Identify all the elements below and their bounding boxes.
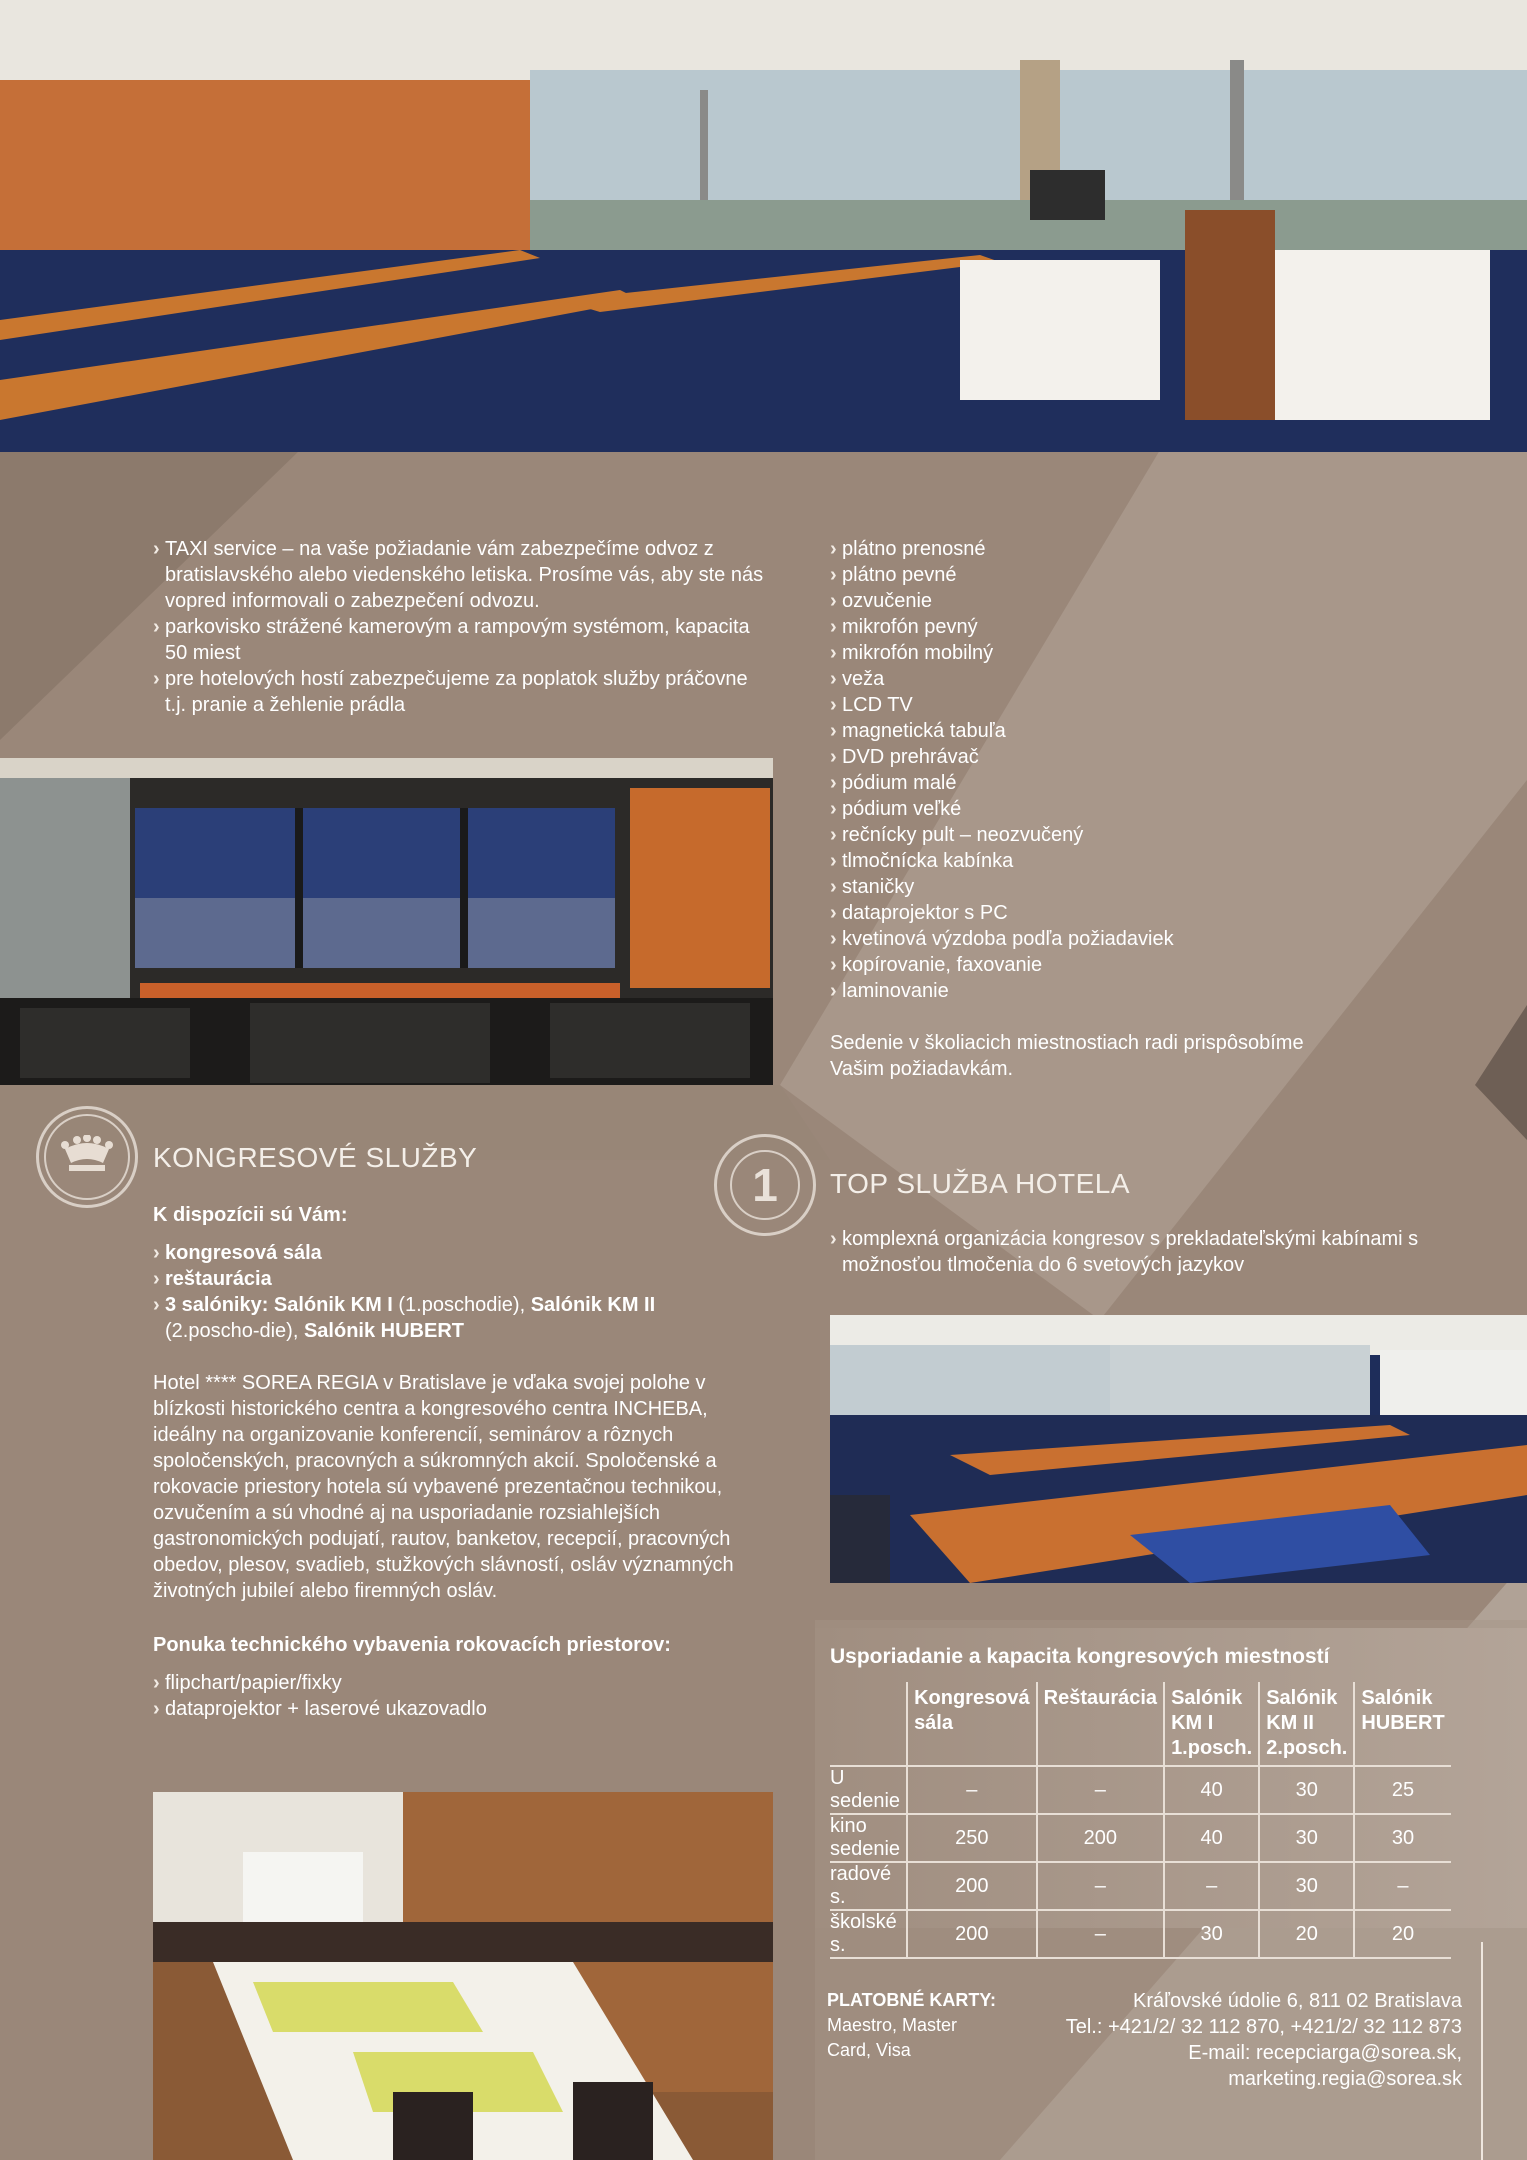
column-header: Salónik KM II 2.posch.: [1259, 1682, 1354, 1766]
capacity-table: [830, 1682, 1451, 1959]
list-item: › pódium veľké: [830, 796, 1470, 822]
column-header: Salónik HUBERT: [1354, 1682, 1450, 1766]
badge-number: 1: [752, 1159, 778, 1211]
list-item: › plátno pevné: [830, 562, 1470, 588]
list-item: › pódium malé: [830, 770, 1470, 796]
hotel-description: Hotel **** SOREA REGIA v Bratislave je vďaka svojej polohe v blízkosti historického centra a kongresového centra INCHEBA, ideálny na organizovanie konferencií, seminárov a rôznych spoločenských, pracovných a súkromných akcií. Spoločenské a rokovacie priestory hotela sú vybavené prezentačnou technikou, ozvučením a sú vhodné aj na usporiadanie rozsiahlejších gastronomických podujatí, rautov, banketov, recepcií, pracovných obedov, plesov, svadieb, stužkových slávností, osláv významných životných jubileí alebo firemných osláv.: [153, 1372, 734, 1602]
list-item: › rečnícky pult – neozvučený: [830, 822, 1470, 848]
seating-note: Sedenie v školiacich miestnostiach radi prispôsobíme Vašim požiadavkám.: [830, 1032, 1304, 1080]
list-item: › flipchart/papier/fixky: [153, 1670, 753, 1696]
list-item: › TAXI service – na vaše požiadanie vám zabezpečíme odvoz z bratislavského alebo viedenského letiska. Prosíme vás, aby ste nás vopred informovali o zabezpečení odvozu.: [153, 536, 773, 614]
top-service-text: [830, 1226, 1450, 1278]
list-item: › parkovisko strážené kamerovým a rampovým systémom, kapacita 50 miest: [153, 614, 773, 666]
list-item: › mikrofón mobilný: [830, 640, 1470, 666]
capacity-table-title: Usporiadanie a kapacita kongresových miestností: [830, 1645, 1330, 1668]
available-label: K dispozícii sú Vám:: [153, 1204, 348, 1226]
list-item: › mikrofón pevný: [830, 614, 1470, 640]
payment-title: PLATOBNÉ KARTY:: [827, 1990, 996, 2010]
phone: Tel.: +421/2/ 32 112 870, +421/2/ 32 112 873: [1065, 2016, 1462, 2038]
equipment-list: [830, 536, 1470, 1082]
list-item: › kongresová sála: [153, 1240, 753, 1266]
table-row: kino sedenie 250 200 40 30 30: [830, 1814, 1451, 1862]
congress-badge-icon: [36, 1106, 138, 1208]
list-item: › veža: [830, 666, 1470, 692]
list-item: › reštaurácia: [153, 1266, 753, 1292]
contact-block: [1040, 1988, 1462, 2092]
top-service-badge: [714, 1134, 816, 1236]
list-item: › tlmočnícka kabínka: [830, 848, 1470, 874]
list-item: › plátno prenosné: [830, 536, 1470, 562]
conference-table-icon: [57, 1135, 117, 1179]
email-2[interactable]: marketing.regia@sorea.sk: [1228, 2068, 1462, 2090]
payment-cards: Maestro, Master Card, Visa: [827, 2015, 958, 2060]
list-item: › LCD TV: [830, 692, 1470, 718]
list-item: › DVD prehrávač: [830, 744, 1470, 770]
congress-services-heading: KONGRESOVÉ SLUŽBY: [153, 1142, 478, 1173]
list-item: › staničky: [830, 874, 1470, 900]
contact-divider: [1481, 1942, 1483, 2160]
conference-room-photo-2: [830, 1315, 1527, 1583]
list-item: › dataprojektor + laserové ukazovadlo: [153, 1696, 753, 1722]
tech-offer-title: Ponuka technického vybavenia rokovacích priestorov:: [153, 1634, 671, 1656]
list-item: › pre hotelových hostí zabezpečujeme za poplatok služby práčovne t.j. pranie a žehlenie prádla: [153, 666, 773, 718]
list-item: › komplexná organizácia kongresov s prekladateľskými kabínami s možnosťou tlmočenia do 6 svetových jazykov: [830, 1226, 1450, 1278]
tech-offer-list: [153, 1670, 753, 1722]
column-header: Kongresová sála: [907, 1682, 1037, 1766]
column-header: Salónik KM I 1.posch.: [1164, 1682, 1259, 1766]
list-item: › dataprojektor s PC: [830, 900, 1470, 926]
address: Kráľovské údolie 6, 811 02 Bratislava: [1133, 1990, 1462, 2012]
meeting-room-photo: [153, 1792, 773, 2160]
table-row: U sedenie – – 40 30 25: [830, 1766, 1451, 1814]
email-1[interactable]: E-mail: recepciarga@sorea.sk,: [1188, 2042, 1462, 2064]
table-row: radové s. 200 – – 30 –: [830, 1862, 1451, 1910]
list-item: › ozvučenie: [830, 588, 1470, 614]
list-item: › kopírovanie, faxovanie: [830, 952, 1470, 978]
lounge-photo: [0, 758, 773, 1085]
top-service-heading: TOP SLUŽBA HOTELA: [830, 1168, 1131, 1199]
congress-items: [153, 1240, 753, 1344]
list-item: › magnetická tabuľa: [830, 718, 1470, 744]
table-row: školské s. 200 – 30 20 20: [830, 1910, 1451, 1958]
column-header: Reštaurácia: [1037, 1682, 1164, 1766]
list-item: › laminovanie: [830, 978, 1470, 1004]
left-services-list: [153, 536, 773, 718]
list-item: › 3 salóniky: Salónik KM I (1.poschodie), Salónik KM II (2.poscho-die), Salónik HUBERT: [153, 1292, 753, 1344]
conference-hall-photo: [0, 0, 1527, 452]
list-item: › kvetinová výzdoba podľa požiadaviek: [830, 926, 1470, 952]
